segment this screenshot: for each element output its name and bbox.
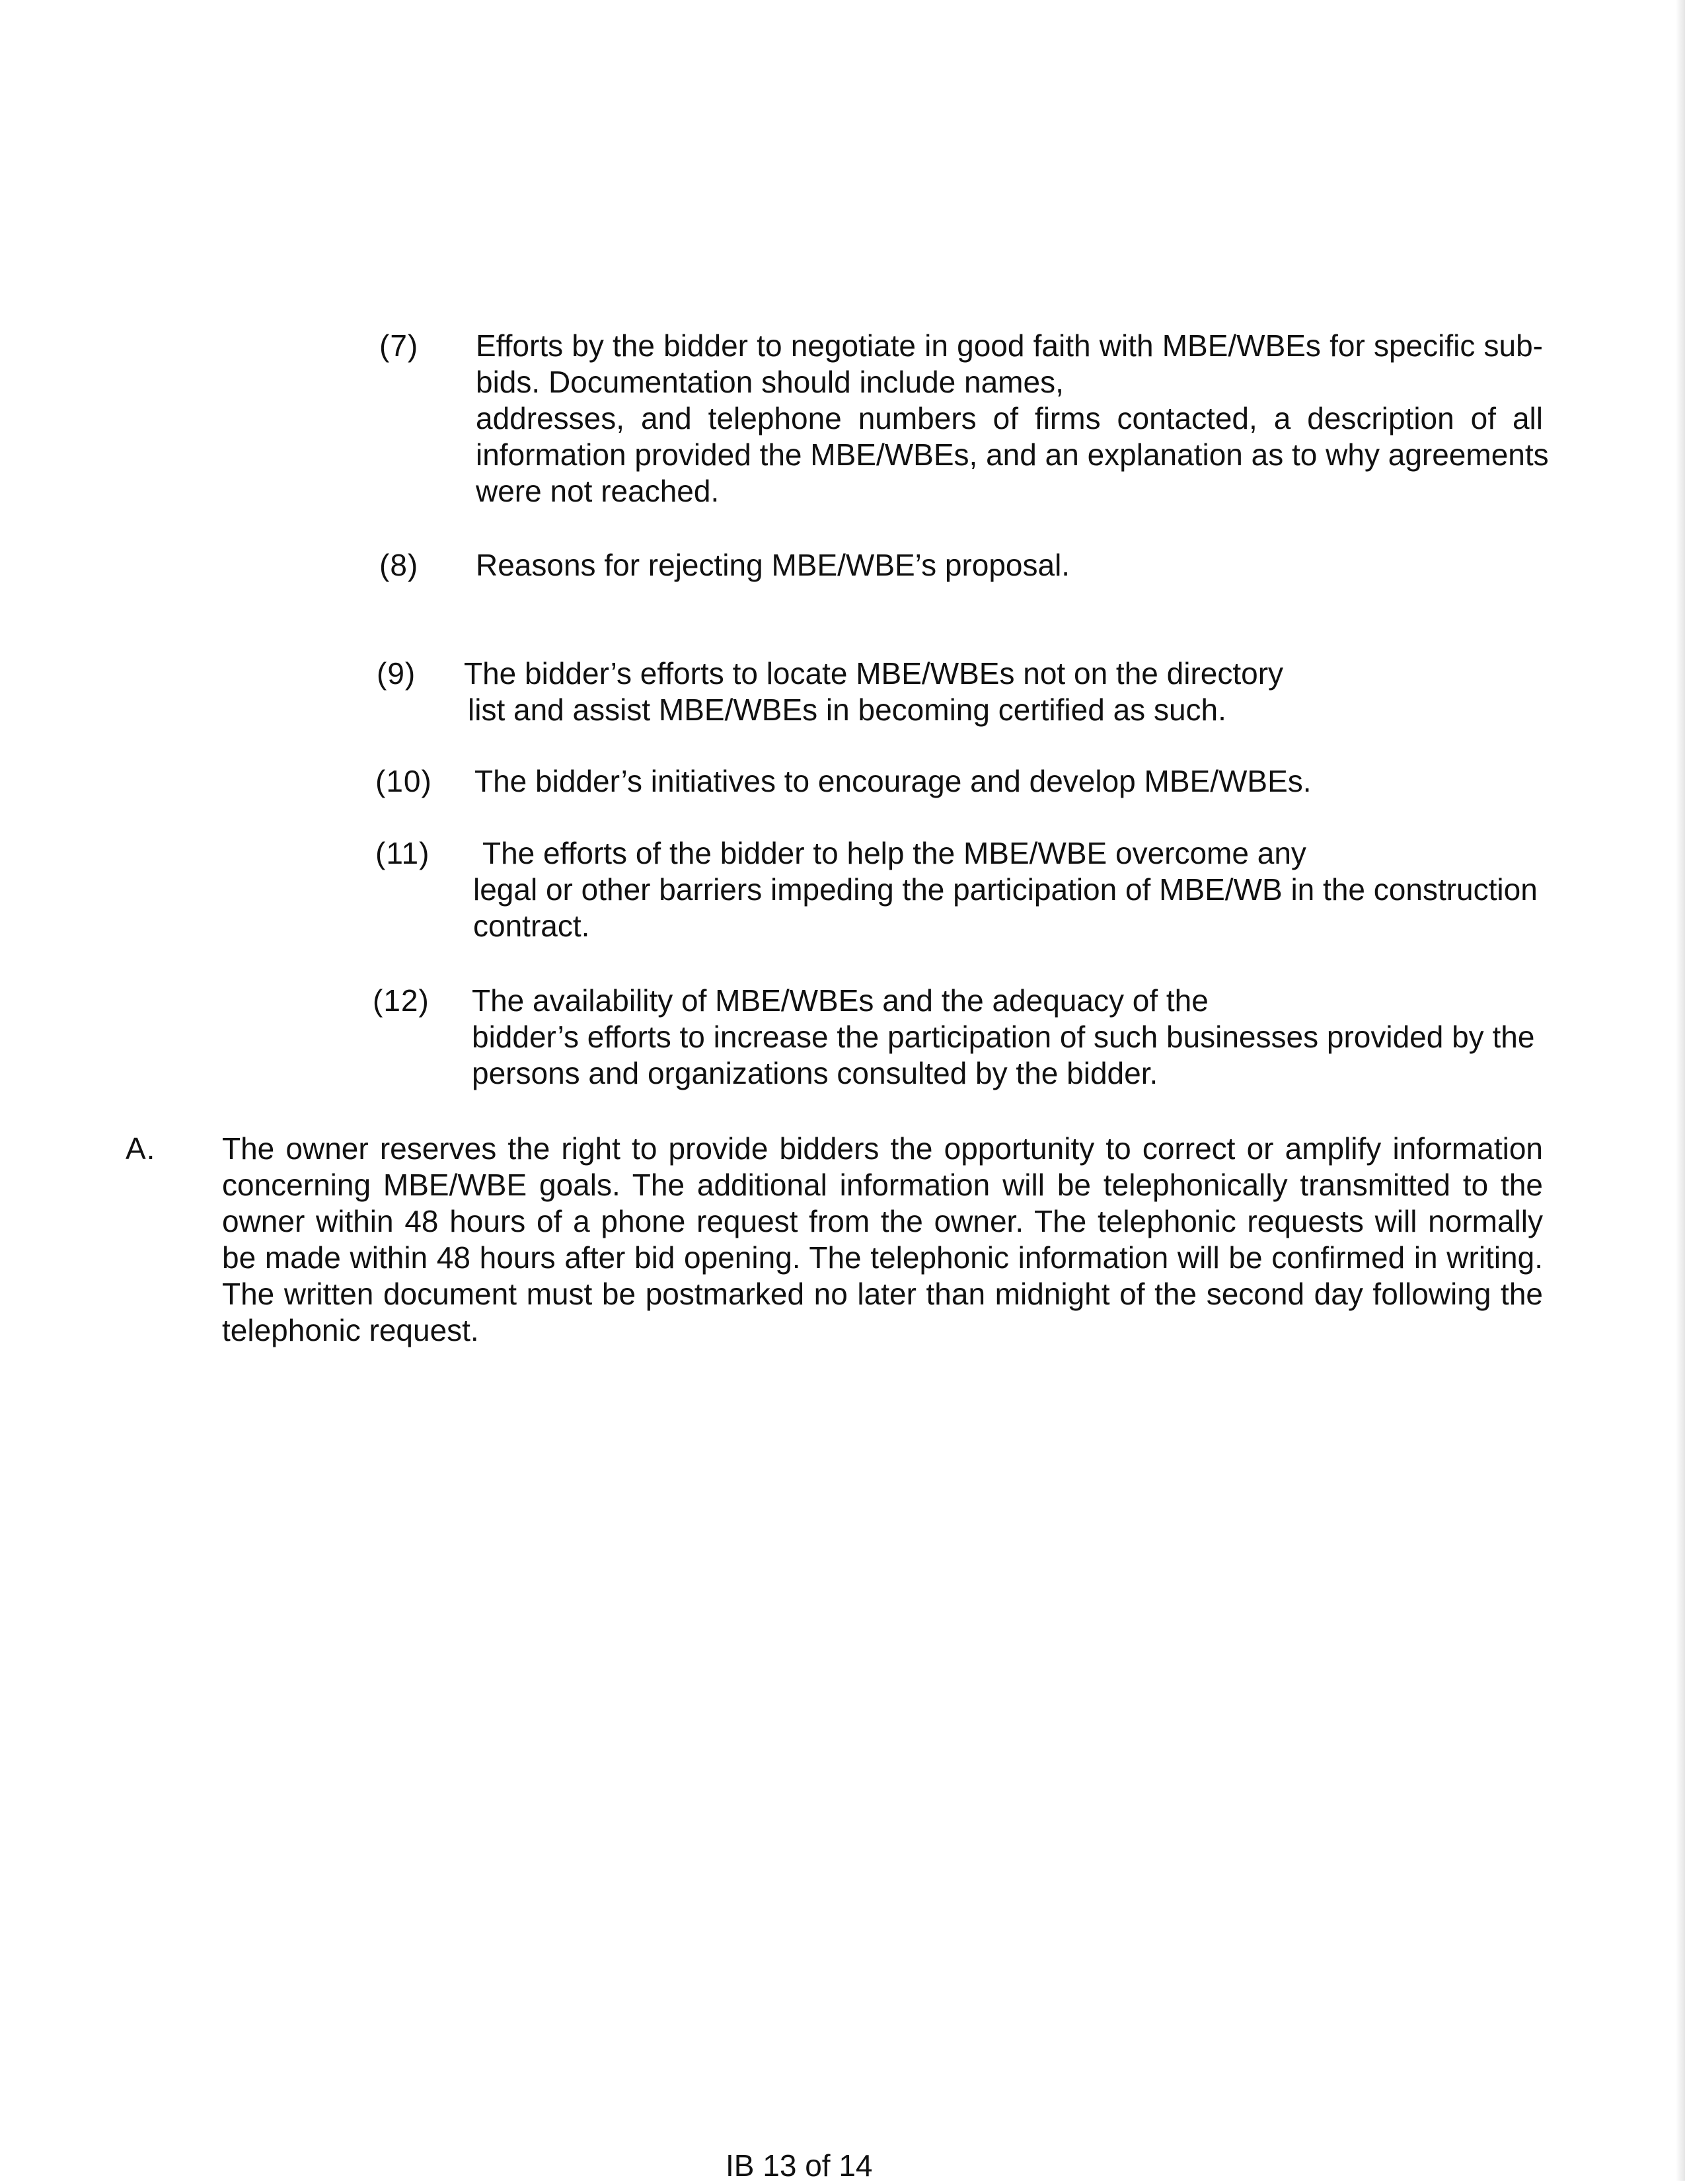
item-7-number: (7) [379,328,419,363]
section-a-line: telephonic request. [222,1313,479,1347]
section-a-label: A. [126,1131,156,1166]
section-a-line: The written document must be postmarked no later than midnight of the second day following the [222,1277,1543,1311]
item-11-text [473,835,1538,944]
item-9-line: list and assist MBE/WBEs in becoming certified as such. [468,693,1226,727]
item-8-number: (8) [379,548,419,582]
section-a-line: owner within 48 hours of a phone request from the owner. The telephonic requests will normally [222,1204,1543,1238]
item-9-number: (9) [377,656,416,691]
item-12-line: bidder’s efforts to increase the participation of such businesses provided by the [472,1020,1535,1054]
item-10-line: The bidder’s initiatives to encourage and develop MBE/WBEs. [474,764,1312,798]
item-11-line: contract. [473,909,590,943]
section-a-text [222,1131,1543,1349]
item-12-line: persons and organizations consulted by the bidder. [472,1056,1158,1090]
item-10-text [474,763,1312,800]
item-7-line: bids. Documentation should include names, [476,365,1064,399]
item-11-number: (11) [375,836,430,870]
page-number-footer: IB 13 of 14 [726,2148,873,2183]
item-7-text [476,328,1549,509]
item-8-line: Reasons for rejecting MBE/WBE’s proposal. [476,548,1070,582]
item-7-line: Efforts by the bidder to negotiate in good faith with MBE/WBEs for specific sub- [476,328,1543,363]
item-11-line: The efforts of the bidder to help the MBE/WBE overcome any [482,836,1306,870]
item-12-text [472,983,1534,1092]
item-12-number: (12) [373,983,430,1018]
item-7-line: addresses, and telephone numbers of firms contacted, a description of all [476,401,1543,435]
item-9-line: The bidder’s efforts to locate MBE/WBEs not on the directory [464,656,1284,691]
section-a-line: concerning MBE/WBE goals. The additional information will be telephonically transmitted to the [222,1168,1543,1202]
section-a-line: be made within 48 hours after bid opening. The telephonic information will be confirmed in writing. [222,1240,1543,1275]
item-7-line: were not reached. [476,474,720,508]
item-9-text [464,656,1283,728]
item-12-line: The availability of MBE/WBEs and the adequacy of the [472,983,1209,1018]
item-10-number: (10) [375,764,432,798]
item-7-line: information provided the MBE/WBEs, and an explanation as to why agreements [476,437,1549,472]
section-a-line: The owner reserves the right to provide bidders the opportunity to correct or amplify information [222,1131,1543,1166]
page-edge-shadow [1676,0,1685,2181]
item-11-line: legal or other barriers impeding the participation of MBE/WB in the construction [473,872,1538,907]
item-8-text [476,547,1070,584]
